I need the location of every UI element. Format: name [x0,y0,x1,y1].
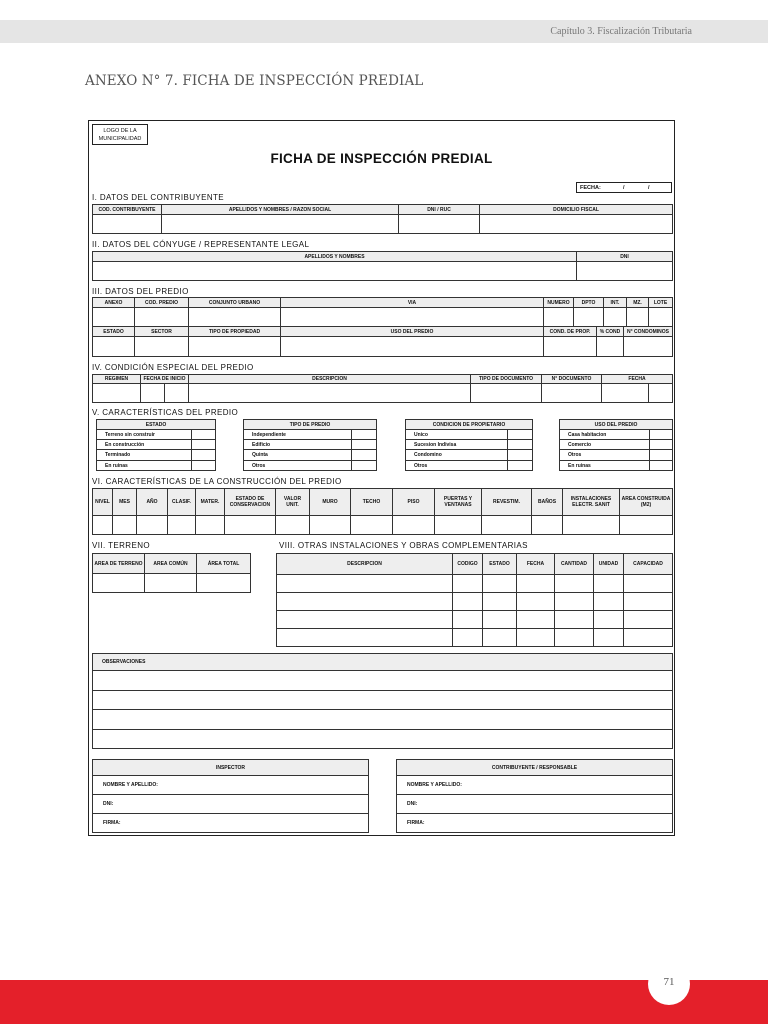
input-cell[interactable] [93,215,162,234]
col-header: PISO [393,489,435,516]
conyuge-table [92,251,673,281]
input-cell[interactable] [453,575,483,593]
checkbox[interactable] [192,440,216,450]
col-header: TIPO DE PREDIO [244,420,377,430]
input-cell[interactable] [624,575,673,593]
input-cell[interactable] [594,575,624,593]
input-cell[interactable] [145,574,197,593]
input-cell[interactable] [483,611,517,629]
input-cell[interactable] [555,629,594,647]
input-cell[interactable] [141,384,165,403]
contribuyente-table [92,204,673,234]
col-header: INSTALACIONES ELECTR. SANIT [563,489,620,516]
checkbox[interactable] [650,430,673,440]
section-title-conyuge: II. DATOS DEL CÓNYUGE / REPRESENTANTE LEGAL [92,240,310,249]
checkbox[interactable] [508,461,533,471]
input-cell[interactable] [542,384,602,403]
input-cell[interactable] [453,629,483,647]
option-label: Otros [244,461,352,471]
input-cell[interactable] [197,574,251,593]
col-header: AREA CONSTRUIDA (M2) [620,489,673,516]
col-header: AREA DE TERRENO [93,554,145,574]
input-cell[interactable] [482,516,532,535]
input-cell[interactable] [276,516,310,535]
option-label: Terminado [97,450,192,461]
logo-label-line2: MUNICIPALIDAD [98,136,142,142]
checkbox[interactable] [352,450,377,461]
col-header: AREA COMÚN [145,554,197,574]
input-cell[interactable] [594,611,624,629]
observaciones-line[interactable] [93,691,673,710]
col-header: MURO [310,489,351,516]
col-header: SECTOR [135,327,189,337]
col-header: MATER. [196,489,225,516]
input-cell[interactable] [574,308,604,327]
contribuyente-dni[interactable]: DNI: [397,795,673,814]
col-header: FECHA [602,375,673,384]
input-cell[interactable] [563,516,620,535]
input-cell[interactable] [624,629,673,647]
date-label: FECHA: [580,185,601,191]
input-cell[interactable] [393,516,435,535]
col-header: DESCRIPCION [277,554,453,575]
contribuyente-firma-table [396,759,673,833]
inspector-nombre[interactable]: NOMBRE Y APELLIDO: [93,776,369,795]
input-cell[interactable] [310,516,351,535]
input-cell[interactable] [281,337,544,357]
col-header: DNI [577,252,673,262]
checkbox[interactable] [352,440,377,450]
col-header: ÁREA TOTAL [197,554,251,574]
uso-predio-table [559,419,673,471]
section-title-contribuyente: I. DATOS DEL CONTRIBUYENTE [92,193,225,202]
col-header: DESCRIPCION [189,375,471,384]
col-header: INT. [604,298,627,308]
section-title-terreno: VII. TERRENO [92,541,150,550]
input-cell[interactable] [483,629,517,647]
input-cell[interactable] [480,215,673,234]
col-header: TIPO DE PROPIEDAD [189,327,281,337]
construccion-table [92,488,673,535]
section-title-condicion-especial: IV. CONDICIÓN ESPECIAL DEL PREDIO [92,363,254,372]
observaciones-line[interactable] [93,671,673,691]
contribuyente-firma[interactable]: FIRMA: [397,814,673,833]
input-cell[interactable] [277,593,453,611]
checkbox[interactable] [508,430,533,440]
input-cell[interactable] [93,574,145,593]
checkbox[interactable] [352,430,377,440]
option-label: En ruinas [97,461,192,471]
input-cell[interactable] [453,611,483,629]
input-cell[interactable] [135,337,189,357]
input-cell[interactable] [168,516,196,535]
chapter-header-bar [0,20,768,43]
input-cell[interactable] [93,262,577,281]
col-header: ESTADO [483,554,517,575]
input-cell[interactable] [577,262,673,281]
input-cell[interactable] [277,629,453,647]
col-header: N° CONDOMINOS [624,327,673,337]
col-header: NUMERO [544,298,574,308]
input-cell[interactable] [189,308,281,327]
input-cell[interactable] [649,384,673,403]
option-label: Casa habitacion [560,430,650,440]
input-cell[interactable] [532,516,563,535]
col-header: ESTADO [93,327,135,337]
input-cell[interactable] [602,384,649,403]
input-cell[interactable] [189,384,471,403]
col-header: FECHA DE INICIO [141,375,189,384]
contribuyente-header: CONTRIBUYENTE / RESPONSABLE [397,760,673,776]
inspector-dni[interactable]: DNI: [93,795,369,814]
input-cell[interactable] [435,516,482,535]
input-cell[interactable] [165,384,189,403]
col-header: VALOR UNIT. [276,489,310,516]
option-label: Otros [560,450,650,461]
col-header: MZ. [627,298,649,308]
logo-placeholder [92,124,148,145]
input-cell[interactable] [624,611,673,629]
checkbox[interactable] [192,430,216,440]
section-title-construccion: VI. CARACTERÍSTICAS DE LA CONSTRUCCIÓN DEL PREDIO [92,477,342,486]
col-header: ESTADO [97,420,216,430]
observaciones-table [92,653,673,749]
input-cell[interactable] [649,308,673,327]
inspection-form [88,120,675,836]
section-title-otras-instalaciones: VIII. OTRAS INSTALACIONES Y OBRAS COMPLEMENTARIAS [279,541,528,550]
col-header: VIA [281,298,544,308]
input-cell[interactable] [483,593,517,611]
col-header: N° DOCUMENTO [542,375,602,384]
col-header: FECHA [517,554,555,575]
option-label: Condomino [406,450,508,461]
col-header: BAÑOS [532,489,563,516]
inspector-header: INSPECTOR [93,760,369,776]
checkbox[interactable] [650,461,673,471]
checkbox[interactable] [650,440,673,450]
col-header: REGIMEN [93,375,141,384]
input-cell[interactable] [453,593,483,611]
form-title: FICHA DE INSPECCIÓN PREDIAL [270,151,493,166]
option-label: En ruinas [560,461,650,471]
input-cell[interactable] [189,337,281,357]
col-header: MES [113,489,137,516]
tipo-predio-table [243,419,377,471]
input-cell[interactable] [594,593,624,611]
col-header: DNI / RUC [399,205,480,215]
input-cell[interactable] [517,575,555,593]
col-header: CAPACIDAD [624,554,673,575]
input-cell[interactable] [137,516,168,535]
input-cell[interactable] [93,516,113,535]
col-header: PUERTAS Y VENTANAS [435,489,482,516]
input-cell[interactable] [555,593,594,611]
option-label: Sucesion Indivisa [406,440,508,450]
input-cell[interactable] [620,516,673,535]
col-header: ESTADO DE CONSERVACION [225,489,276,516]
input-cell[interactable] [627,308,649,327]
col-header: APELLIDOS Y NOMBRES / RAZON SOCIAL [162,205,399,215]
page-title: ANEXO N° 7. FICHA DE INSPECCIÓN PREDIAL [85,73,424,89]
col-header: CONDICION DE PROPIETARIO [406,420,533,430]
col-header: CLASIF. [168,489,196,516]
col-header: % COND [597,327,624,337]
input-cell[interactable] [555,611,594,629]
input-cell[interactable] [351,516,393,535]
input-cell[interactable] [277,575,453,593]
section-title-caracteristicas: V. CARACTERÍSTICAS DEL PREDIO [92,408,239,417]
estado-table [96,419,216,471]
col-header: DOMICILIO FISCAL [480,205,673,215]
col-header: COND. DE PROP. [544,327,597,337]
terreno-table [92,553,251,593]
col-header: ANEXO [93,298,135,308]
input-cell[interactable] [113,516,137,535]
col-header: DPTO [574,298,604,308]
input-cell[interactable] [93,337,135,357]
input-cell[interactable] [483,575,517,593]
col-header: TIPO DE DOCUMENTO [471,375,542,384]
col-header: CODIGO [453,554,483,575]
checkbox[interactable] [650,450,673,461]
input-cell[interactable] [594,629,624,647]
input-cell[interactable] [555,575,594,593]
option-label: Terreno sin construir [97,430,192,440]
input-cell[interactable] [544,337,597,357]
date-separator: / [648,185,650,191]
col-header: TECHO [351,489,393,516]
logo-label-line1: LOGO DE LA [103,128,137,134]
col-header: UNIDAD [594,554,624,575]
predio-table-2 [92,326,673,357]
option-label: Independiente [244,430,352,440]
input-cell[interactable] [281,308,544,327]
col-header: CANTIDAD [555,554,594,575]
input-cell[interactable] [597,337,624,357]
date-separator: / [623,185,625,191]
section-title-predio: III. DATOS DEL PREDIO [92,287,189,296]
inspector-table [92,759,369,833]
option-label: Edificio [244,440,352,450]
option-label: Quinta [244,450,352,461]
col-header: APELLIDOS Y NOMBRES [93,252,577,262]
col-header: COD. CONTRIBUYENTE [93,205,162,215]
observaciones-line[interactable] [93,710,673,730]
otras-instalaciones-table [276,553,673,647]
option-label: Otros [406,461,508,471]
input-cell[interactable] [624,337,673,357]
contribuyente-nombre[interactable]: NOMBRE Y APELLIDO: [397,776,673,795]
input-cell[interactable] [277,611,453,629]
input-cell[interactable] [624,593,673,611]
input-cell[interactable] [517,611,555,629]
input-cell[interactable] [135,308,189,327]
col-header: REVESTIM. [482,489,532,516]
option-label: Unico [406,430,508,440]
page-number: 71 [663,976,675,988]
col-header: COD. PREDIO [135,298,189,308]
col-header: NIVEL [93,489,113,516]
input-cell[interactable] [399,215,480,234]
condicion-propietario-table [405,419,533,471]
option-label: En construcción [97,440,192,450]
observaciones-line[interactable] [93,730,673,749]
observaciones-header: OBSERVACIONES [93,654,673,671]
option-label: Comercio [560,440,650,450]
condicion-especial-table [92,374,673,403]
chapter-title: Capítulo 3. Fiscalización Tributaria [550,26,692,37]
input-cell[interactable] [517,593,555,611]
checkbox[interactable] [508,440,533,450]
checkbox[interactable] [352,461,377,471]
input-cell[interactable] [604,308,627,327]
date-field[interactable] [576,182,672,193]
checkbox[interactable] [192,450,216,461]
input-cell[interactable] [544,308,574,327]
col-header: USO DEL PREDIO [560,420,673,430]
input-cell[interactable] [93,308,135,327]
checkbox[interactable] [192,461,216,471]
inspector-firma[interactable]: FIRMA: [93,814,369,833]
col-header: USO DEL PREDIO [281,327,544,337]
input-cell[interactable] [93,384,141,403]
predio-table-1 [92,297,673,327]
input-cell[interactable] [471,384,542,403]
input-cell[interactable] [225,516,276,535]
col-header: LOTE [649,298,673,308]
input-cell[interactable] [196,516,225,535]
input-cell[interactable] [162,215,399,234]
col-header: CONJUNTO URBANO [189,298,281,308]
col-header: AÑO [137,489,168,516]
checkbox[interactable] [508,450,533,461]
input-cell[interactable] [517,629,555,647]
